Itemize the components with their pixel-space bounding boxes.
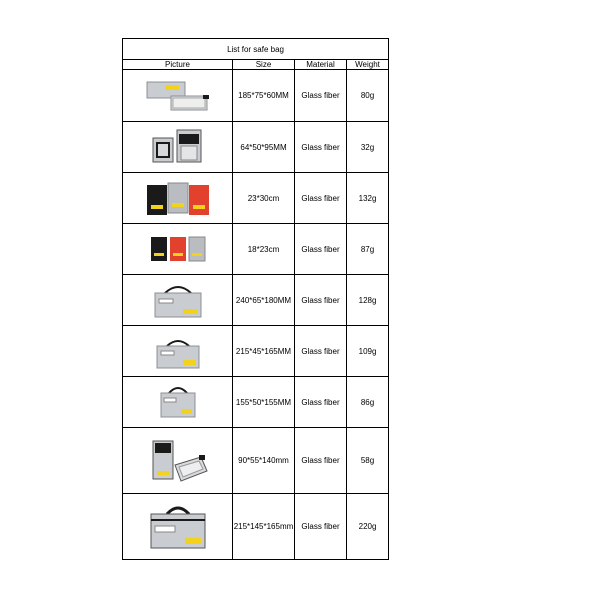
table-title: List for safe bag: [123, 39, 389, 60]
weight-cell: 32g: [347, 122, 389, 173]
weight-cell: 220g: [347, 494, 389, 560]
table-row: [123, 494, 389, 560]
material-cell: Glass fiber: [295, 326, 347, 377]
table-row: [123, 224, 389, 275]
weight-cell: 86g: [347, 377, 389, 428]
small-box-bags-icon: [143, 126, 213, 168]
material-cell: Glass fiber: [295, 122, 347, 173]
bag-picture: [123, 122, 233, 173]
size-cell: 18*23cm: [233, 224, 295, 275]
bag-picture: [123, 326, 233, 377]
size-cell: 64*50*95MM: [233, 122, 295, 173]
col-header-weight: Weight: [347, 60, 389, 70]
bag-picture: [123, 224, 233, 275]
weight-cell: 132g: [347, 173, 389, 224]
size-cell: 90*55*140mm: [233, 428, 295, 494]
bag-picture: [123, 70, 233, 122]
size-cell: 155*50*155MM: [233, 377, 295, 428]
title-row: [123, 39, 389, 60]
table-row: [123, 122, 389, 173]
table-row: [123, 428, 389, 494]
weight-cell: 128g: [347, 275, 389, 326]
size-cell: 23*30cm: [233, 173, 295, 224]
tall-pouch-bags-icon: [143, 435, 213, 487]
material-cell: Glass fiber: [295, 494, 347, 560]
weight-cell: 58g: [347, 428, 389, 494]
material-cell: Glass fiber: [295, 275, 347, 326]
material-cell: Glass fiber: [295, 224, 347, 275]
material-cell: Glass fiber: [295, 173, 347, 224]
flat-pouches-icon: [143, 229, 213, 269]
safe-bag-table: [122, 38, 389, 560]
bag-picture: [123, 377, 233, 428]
weight-cell: 80g: [347, 70, 389, 122]
flat-pouches-icon: [143, 177, 213, 219]
size-cell: 240*65*180MM: [233, 275, 295, 326]
table-row: [123, 326, 389, 377]
table-row: [123, 275, 389, 326]
size-cell: 215*45*165MM: [233, 326, 295, 377]
table-row: [123, 70, 389, 122]
table-row: [123, 173, 389, 224]
weight-cell: 109g: [347, 326, 389, 377]
size-cell: 185*75*60MM: [233, 70, 295, 122]
table-row: [123, 377, 389, 428]
col-header-size: Size: [233, 60, 295, 70]
handle-bag-icon: [143, 330, 213, 372]
col-header-picture: Picture: [123, 60, 233, 70]
handle-bag-icon: [143, 381, 213, 423]
handle-bag-icon: [143, 279, 213, 321]
bag-picture: [123, 494, 233, 560]
header-row: [123, 60, 389, 70]
bag-picture: [123, 275, 233, 326]
material-cell: Glass fiber: [295, 70, 347, 122]
bag-picture: [123, 428, 233, 494]
silver-rectangular-bag-icon: [143, 76, 213, 116]
size-cell: 215*145*165mm: [233, 494, 295, 560]
weight-cell: 87g: [347, 224, 389, 275]
material-cell: Glass fiber: [295, 428, 347, 494]
material-cell: Glass fiber: [295, 377, 347, 428]
bag-picture: [123, 173, 233, 224]
col-header-material: Material: [295, 60, 347, 70]
lipo-guard-box-icon: [143, 500, 213, 554]
